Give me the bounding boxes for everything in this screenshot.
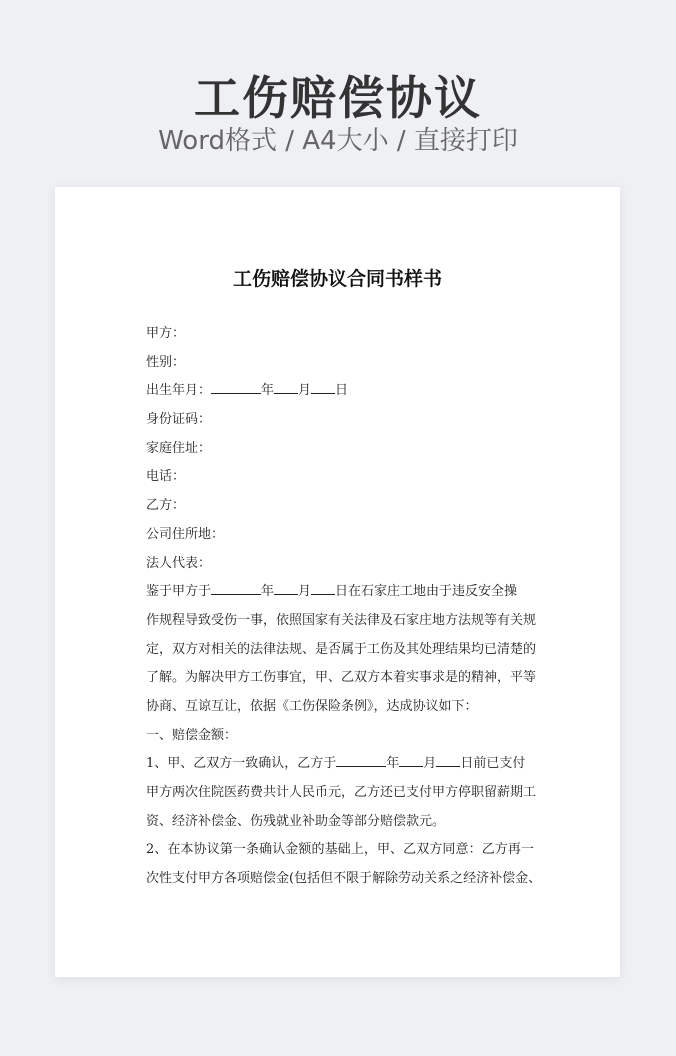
document-page bbox=[55, 187, 620, 977]
clause-1-text-b: 日前已支付 bbox=[460, 756, 526, 772]
intro-line-5: 协商、互谅互让，依据《工伤保险条例》，达成协议如下： bbox=[146, 698, 478, 714]
year-label: 年 bbox=[386, 756, 400, 772]
blank-month bbox=[274, 381, 298, 394]
banner-title: 工伤赔偿协议 bbox=[194, 71, 482, 125]
field-home-address: 家庭住址： bbox=[146, 440, 212, 456]
blank-day bbox=[311, 582, 335, 595]
clause-1-line-3: 资、经济补偿金、伤残就业补助金等部分赔偿款元。 bbox=[146, 813, 446, 829]
month-label: 月 bbox=[298, 584, 312, 600]
field-party-a: 甲方： bbox=[146, 326, 186, 341]
field-id-number: 身份证码： bbox=[146, 412, 212, 428]
month-label: 月 bbox=[298, 383, 312, 399]
clause-1-text-a: 1、甲、乙双方一致确认，乙方于 bbox=[146, 756, 337, 772]
banner-subtitle: Word格式 / A4大小 / 直接打印 bbox=[158, 126, 518, 156]
field-gender: 性别： bbox=[146, 354, 186, 370]
intro-line-3: 定，双方对相关的法律法规、是否属于工伤及其处理结果均已清楚的 bbox=[146, 641, 537, 657]
blank-month bbox=[399, 754, 423, 767]
blank-year bbox=[211, 582, 261, 595]
blank-day bbox=[311, 381, 335, 394]
birth-label: 出生年月： bbox=[146, 383, 212, 399]
field-birth-date bbox=[146, 377, 534, 406]
field-legal-rep: 法人代表： bbox=[146, 555, 212, 571]
month-label: 月 bbox=[423, 756, 437, 772]
intro-line-1 bbox=[146, 578, 534, 607]
field-party-b: 乙方： bbox=[146, 498, 186, 514]
clause-2-line-2: 次性支付甲方各项赔偿金(包括但不限于解除劳动关系之经济补偿金、 bbox=[146, 871, 542, 887]
day-label: 日 bbox=[335, 383, 349, 399]
blank-year bbox=[211, 381, 261, 394]
intro-line-4: 了解。为解决甲方工伤事宜，甲、乙双方本着实事求是的精神，平等 bbox=[146, 670, 537, 686]
blank-month bbox=[274, 582, 298, 595]
field-company-address: 公司住所地： bbox=[146, 526, 225, 542]
intro-line-2: 作规程导致受伤一事，依照国家有关法律及石家庄地方法规等有关规 bbox=[146, 612, 537, 628]
clause-1-line-2: 甲方两次住院医药费共计人民币元，乙方还已支付甲方停职留薪期工 bbox=[146, 785, 537, 800]
year-label: 年 bbox=[261, 584, 275, 600]
section-heading-compensation: 一、赔偿金额： bbox=[146, 727, 238, 743]
blank-year bbox=[336, 754, 386, 767]
year-label: 年 bbox=[261, 383, 275, 399]
blank-day bbox=[436, 754, 460, 767]
intro-text-b: 日在石家庄工地由于违反安全操 bbox=[335, 584, 518, 600]
document-body bbox=[146, 320, 542, 894]
clause-2-line-1: 2、在本协议第一条确认金额的基础上，甲、乙双方同意：乙方再一 bbox=[146, 842, 534, 858]
clause-1-line-1 bbox=[146, 750, 534, 779]
intro-text-a: 鉴于甲方于 bbox=[146, 584, 212, 600]
document-title: 工伤赔偿协议合同书样书 bbox=[232, 268, 442, 290]
field-phone: 电话： bbox=[146, 469, 186, 485]
